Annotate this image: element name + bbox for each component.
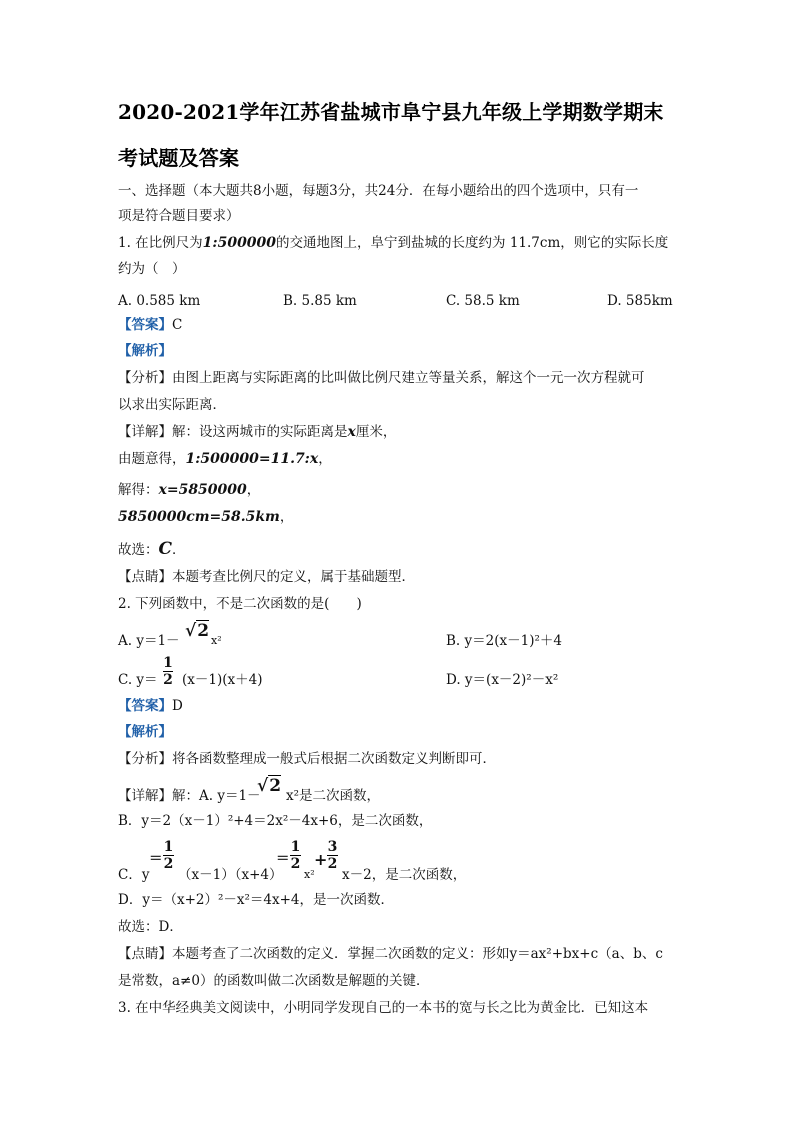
q1-choice-post: ．	[172, 542, 186, 558]
q1-stem-line2: 约为（ ）	[118, 261, 186, 277]
q2-xiangjie-tag: 【详解】	[118, 788, 172, 804]
q2-line-c-pre: C．y	[118, 867, 150, 883]
q1-dianjing-tag: 【点睛】	[118, 569, 172, 585]
q1-option-d: D. 585km	[607, 293, 673, 309]
q2-option-d: D. y＝(x－2)²－x²	[446, 672, 559, 688]
q2-line-c-post: x－2，是二次函数，	[342, 867, 467, 883]
q2-xiangjie-line-a	[118, 787, 261, 805]
q3-stem: 3. 在中华经典美文阅读中，小明同学发现自己的一本书的宽与长之比为黄金比．已知这本	[118, 1000, 649, 1016]
q1-fenxi-line2: 以求出实际距离．	[118, 397, 226, 413]
q1-jiexi-tag: 【解析】	[118, 343, 172, 359]
q1-dianjing-line	[118, 568, 415, 586]
q1-choice-line	[118, 540, 186, 559]
section-heading-line2: 项是符合题目要求）	[118, 208, 240, 224]
q2-line-c-fraction3	[327, 840, 338, 871]
q1-solution-post: ，	[246, 482, 261, 498]
q2-option-c-pre: C. y＝	[118, 672, 158, 688]
q1-equation-line	[118, 450, 332, 468]
q2-fenxi-text: 将各函数整理成一般式后根据二次函数定义判断即可．	[172, 751, 496, 767]
q2-line-c-numerator2: 1	[290, 839, 301, 855]
q1-variable-x: x	[347, 424, 356, 440]
q1-option-b: B. 5.85 km	[283, 293, 357, 309]
q2-line-c-fraction2	[290, 840, 301, 871]
q2-line-c-numerator: 1	[163, 839, 174, 855]
q2-option-a-sqrt: √2	[185, 621, 210, 641]
q2-line-c-plus: +	[314, 850, 328, 869]
q2-line-c-numerator3: 3	[327, 839, 338, 855]
document-title-line1: 2020-2021学年江苏省盐城市阜宁县九年级上学期数学期末	[118, 100, 664, 124]
q1-stem-pre: 1. 在比例尺为	[118, 235, 203, 251]
q2-fenxi-line	[118, 750, 496, 768]
q2-choice: 故选：D．	[118, 919, 183, 935]
q1-conversion-line	[118, 508, 293, 526]
q2-xiangjie-sqrt: √2	[257, 776, 282, 796]
q2-xiangjie-radicand: 2	[269, 776, 282, 796]
q1-fenxi-line1	[118, 369, 645, 387]
q1-conversion-formula: 5850000cm=58.5km	[118, 509, 280, 525]
q1-dianjing-text: 本题考查比例尺的定义，属于基础题型．	[172, 569, 415, 585]
q2-jiexi	[118, 723, 172, 741]
q2-option-c-numerator: 1	[163, 655, 173, 671]
q2-line-c-denominator: 2	[163, 856, 174, 872]
q2-answer	[118, 697, 183, 715]
q2-dianjing-line1	[118, 945, 663, 963]
q1-xiangjie-post: 厘米，	[355, 424, 397, 440]
q1-solution-pre: 解得：	[118, 482, 159, 498]
q2-line-c-equals: ＝	[149, 851, 163, 867]
q2-line-c-mid: （x－1）（x+4）	[178, 867, 283, 883]
q2-xiangjie-pre: 解：A. y＝1－	[172, 788, 261, 804]
document-title-line2: 考试题及答案	[118, 146, 240, 170]
q1-equation-post: ，	[318, 451, 332, 467]
q1-xiangjie-line	[118, 423, 396, 441]
q2-line-c-fraction	[163, 840, 174, 871]
q2-option-a-radicand: 2	[197, 621, 210, 641]
q2-line-c-denominator2: 2	[290, 856, 301, 872]
q2-option-a	[118, 632, 180, 650]
q1-xiangjie-tag: 【详解】	[118, 424, 172, 440]
q1-option-c: C. 58.5 km	[446, 293, 520, 309]
q1-answer-tag: 【答案】	[118, 317, 172, 333]
q2-stem: 2. 下列函数中，不是二次函数的是( )	[118, 596, 362, 612]
q1-answer	[118, 316, 182, 334]
q2-answer-tag: 【答案】	[118, 698, 172, 714]
q2-dianjing-tag: 【点睛】	[118, 946, 172, 962]
q1-equation-pre: 由题意得，	[118, 451, 186, 467]
q2-line-b: B．y＝2（x－1）²+4＝2x²－4x+6，是二次函数，	[118, 813, 433, 829]
q1-fenxi-text: 由图上距离与实际距离的比叫做比例尺建立等量关系，解这个一元一次方程就可	[172, 370, 645, 386]
q2-option-c-fraction	[163, 656, 173, 687]
q2-option-c-denominator: 2	[163, 672, 173, 688]
q2-option-b: B. y＝2(x－1)²＋4	[446, 633, 562, 649]
q1-jiexi	[118, 342, 172, 360]
q1-fenxi-tag: 【分析】	[118, 370, 172, 386]
q2-line-c-equals2: ＝	[276, 851, 290, 867]
q2-xiangjie-post: x²是二次函数，	[286, 788, 381, 804]
q1-equation-formula: 1:500000=11.7:x	[185, 451, 319, 467]
q1-stem-line1	[118, 234, 668, 252]
q1-conversion-post: ，	[279, 509, 294, 525]
q1-solution-line	[118, 481, 260, 499]
q1-option-a: A. 0.585 km	[118, 293, 201, 309]
q2-option-a-pre: A. y＝1－	[118, 633, 180, 649]
q1-stem-post: 的交通地图上，阜宁到盐城的长度约为 11.7cm，则它的实际长度	[276, 235, 669, 251]
q2-option-c-post: (x－1)(x＋4)	[182, 672, 263, 688]
q2-line-c-x2: x²	[304, 868, 315, 881]
q1-answer-value: C	[172, 317, 183, 333]
q2-line-c-denominator3: 2	[327, 856, 338, 872]
q1-xiangjie-pre: 解：设这两城市的实际距离是	[172, 424, 348, 440]
q2-dianjing-line2: 是常数，a≠0）的函数叫做二次函数是解题的关键．	[118, 973, 430, 989]
q2-dianjing-text: 本题考查了二次函数的定义．掌握二次函数的定义：形如y＝ax²+bx+c（a、b、c	[172, 946, 663, 962]
q2-jiexi-tag: 【解析】	[118, 724, 172, 740]
q1-choice-pre: 故选：	[118, 542, 159, 558]
q1-ratio-formula: 1:500000	[202, 235, 277, 251]
q1-choice-answer: C	[158, 539, 173, 559]
section-heading-line1: 一、选择题（本大题共8小题，每题3分，共24分．在每小题给出的四个选项中，只有一	[118, 183, 639, 199]
q1-solution-formula: x=5850000	[158, 482, 247, 498]
q2-fenxi-tag: 【分析】	[118, 751, 172, 767]
q2-answer-value: D	[172, 698, 183, 714]
q2-line-d: D．y＝（x+2）²－x²＝4x+4，是一次函数．	[118, 892, 395, 908]
q2-option-a-post: x²	[211, 634, 222, 647]
